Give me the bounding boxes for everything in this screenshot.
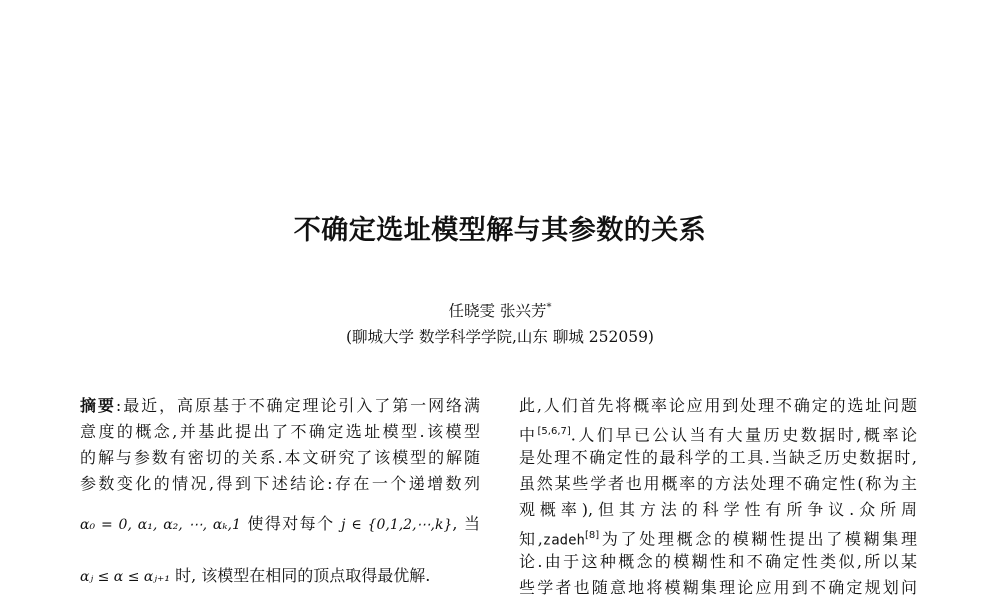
- right-line-3: 是处理不确定性的最科学的工具.当缺乏历史数据时,: [519, 448, 917, 467]
- abstract-line-4: 参数变化的情况,得到下述结论:存在一个递增数列: [80, 474, 480, 493]
- citation-8: [8]: [584, 530, 600, 541]
- abstract-formula-line-1: [80, 511, 480, 537]
- right-line-6-post: 为了处理概念的模糊性提出了模糊集理: [599, 529, 917, 549]
- right-line-7: 论.由于这种概念的模糊性和不确定性类似,所以某: [519, 552, 917, 571]
- index-condition: j ∈ {0,1,2,⋯,k}: [341, 517, 453, 533]
- paper-title: 不确定选址模型解与其参数的关系: [293, 215, 707, 246]
- alpha-sequence: α₀ = 0, α₁, α₂, ⋯, αₖ,1: [80, 517, 241, 533]
- abstract-formula-line-2: [80, 563, 480, 589]
- author-name-zadeh: zadeh: [542, 532, 585, 549]
- abstract-column: [80, 393, 480, 589]
- abstract-line-1: [80, 393, 480, 419]
- right-column: [519, 393, 917, 601]
- right-line-1: 此,人们首先将概率论应用到处理不确定的选址问题: [519, 396, 917, 415]
- abstract-text-1: 最近，高原基于不确定理论引入了第一网络满: [121, 396, 480, 415]
- right-line-5: 观概率),但其方法的科学性有所争议.众所周: [519, 500, 917, 519]
- abstract-line-2: 意度的概念,并基此提出了不确定选址模型.该模型: [80, 422, 480, 441]
- right-line-2-pre: 中: [519, 425, 538, 445]
- citation-5-6-7: [5,6,7]: [537, 426, 571, 437]
- right-line-8: 些学者也随意地将模糊集理论应用到不确定规划问: [519, 578, 917, 597]
- right-line-6: [519, 523, 917, 549]
- right-line-2-post: .人们早已公认当有大量历史数据时,概率论: [570, 425, 917, 445]
- abstract-separator: :: [115, 396, 122, 415]
- formula2-text: 时, 该模型在相同的顶点取得最优解.: [175, 566, 431, 585]
- abstract-line-3: 的解与参数有密切的关系.本文研究了该模型的解随: [80, 448, 480, 467]
- formula1-tail: , 当: [452, 514, 480, 533]
- corresponding-author-mark: *: [546, 301, 552, 313]
- formula1-text: 使得对每个: [247, 514, 335, 533]
- affiliation: (聊城大学 数学科学学院,山东 聊城 252059): [346, 328, 654, 346]
- right-line-4: 虽然某些学者也用概率的方法处理不确定性(称为主: [519, 474, 917, 493]
- right-line-2: [519, 419, 917, 445]
- authors-line: [0, 299, 1000, 321]
- right-line-6-pre: 知,: [519, 529, 543, 549]
- author-names: 任晓雯 张兴芳: [448, 302, 547, 320]
- alpha-interval: αⱼ ≤ α ≤ αⱼ₊₁: [80, 569, 171, 585]
- abstract-label: 摘要: [80, 396, 116, 415]
